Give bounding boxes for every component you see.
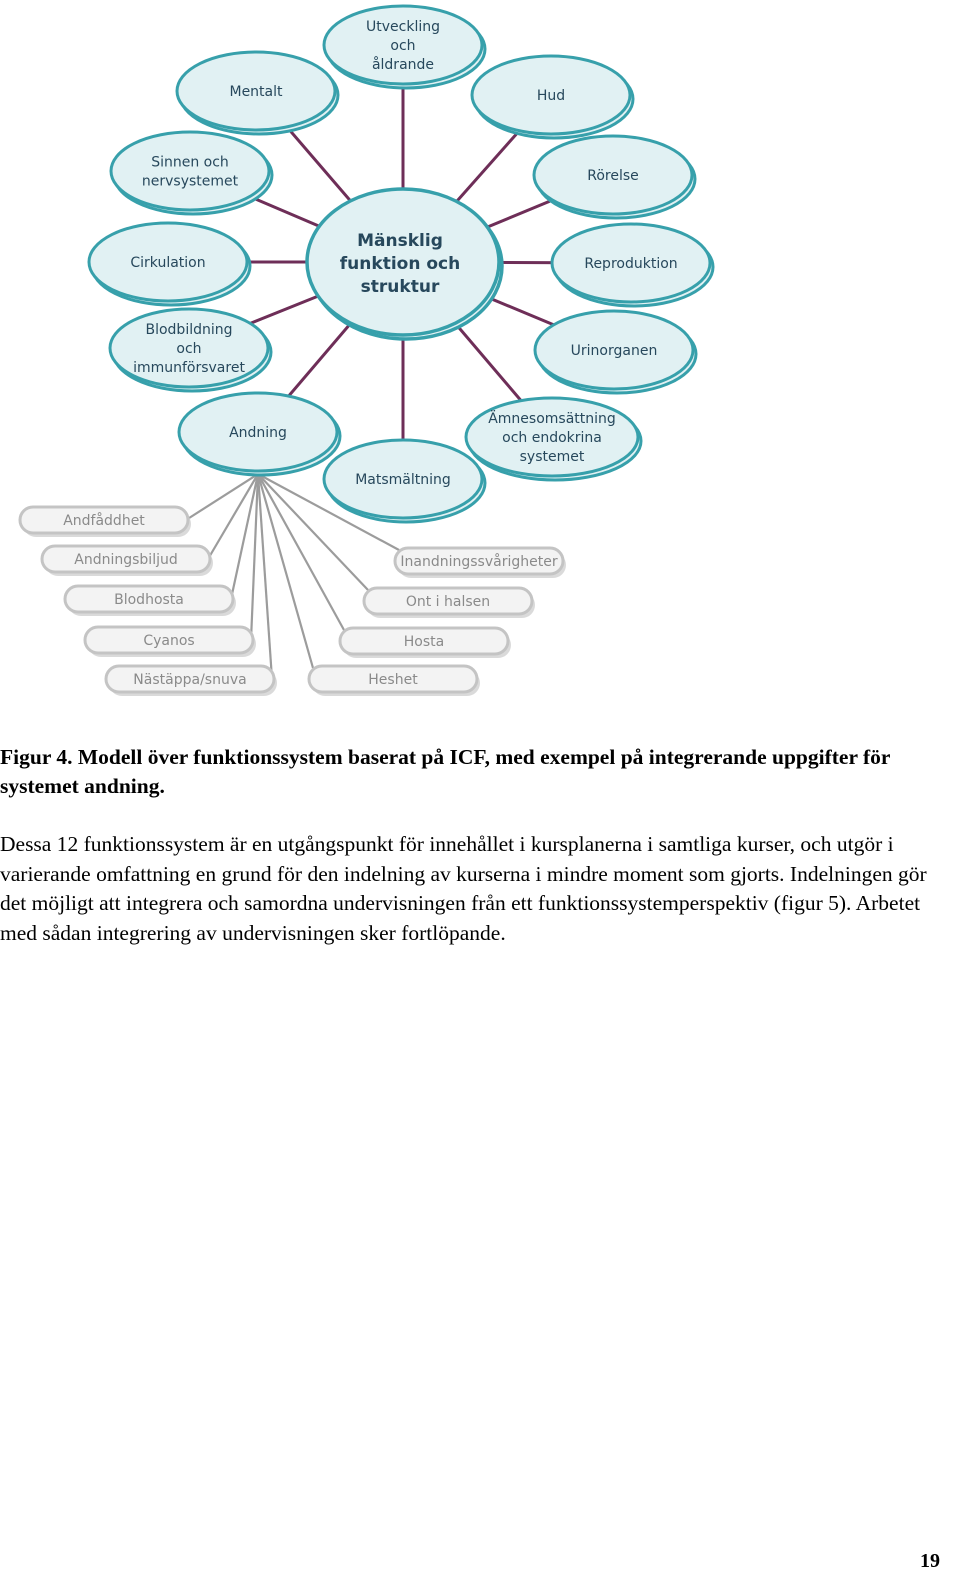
function-system-bubble <box>552 224 713 306</box>
function-system-label: Hud <box>536 88 566 104</box>
andning-task-pill <box>20 507 191 537</box>
function-system-bubble <box>111 132 272 214</box>
function-system-bubble <box>534 136 695 218</box>
page-number: 19 <box>920 1550 940 1572</box>
function-system-label: nervsystemet <box>141 173 239 190</box>
andning-task-label: Inandningssvårigheter <box>400 554 558 570</box>
function-system-label: Matsmältning <box>355 472 451 488</box>
function-system-bubble <box>472 56 633 138</box>
function-system-bubble <box>179 393 340 475</box>
andning-task-label: Nästäppa/snuva <box>133 672 247 688</box>
function-system-label: Ämnesomsättning <box>488 411 616 427</box>
hub-label: Mänsklig <box>357 231 443 251</box>
function-system-bubble <box>324 440 485 522</box>
function-system-bubble <box>89 223 250 305</box>
hub-label: funktion och <box>339 254 461 274</box>
function-system-label: och <box>176 341 202 357</box>
function-system-label: Cirkulation <box>130 255 206 271</box>
figure-caption: Figur 4. Modell över funktionssystem baserat på ICF, med exempel på integrerande uppgifter för systemet andning. <box>0 745 891 798</box>
function-system-label: Mentalt <box>229 84 283 100</box>
andning-task-label: Blodhosta <box>114 592 184 608</box>
function-system-bubble <box>535 311 696 393</box>
function-system-label: immunförsvaret <box>133 360 245 376</box>
andning-task-pill <box>340 628 511 658</box>
function-system-label: systemet <box>519 449 585 465</box>
andning-task-pill <box>42 546 213 576</box>
function-system-label: Sinnen och <box>151 154 229 171</box>
task-connector-line <box>258 474 272 679</box>
task-connector-line <box>208 474 258 559</box>
function-system-bubble <box>466 398 641 480</box>
function-system-label: Utveckling <box>366 19 440 35</box>
function-system-label: Reproduktion <box>584 256 678 272</box>
bubble-ellipse <box>111 132 269 210</box>
function-system-label: Blodbildning <box>145 322 233 338</box>
hub-label: struktur <box>360 277 440 297</box>
andning-task-pill <box>364 588 535 618</box>
function-system-label: åldrande <box>371 57 435 73</box>
function-system-label: Rörelse <box>587 168 639 184</box>
andning-task-label: Heshet <box>368 672 418 688</box>
center-hub-bubble <box>307 189 502 339</box>
andning-task-label: Ont i halsen <box>405 594 491 610</box>
andning-task-label: Cyanos <box>143 633 195 649</box>
andning-task-label: Andfåddhet <box>63 513 145 529</box>
icf-function-systems-diagram <box>0 0 960 720</box>
task-connector-line <box>186 474 258 520</box>
body-paragraph: Dessa 12 funktionssystem är en utgångspunkt för innehållet i kursplanerna i samtliga kurser, och utgör i varierande omfattning en grund för den indelning av kurserna i mindre moment som gjorts. Indelningen gör det möjligt att integrera och samordna undervisningen från ett funktionssystemperspektiv (figur 5). Arbetet med sådan integrering av undervisningen sker fortlöpande. <box>0 832 927 945</box>
andning-task-pill <box>309 666 480 696</box>
function-system-bubble <box>177 52 338 134</box>
function-system-label: Andning <box>229 425 287 441</box>
andning-task-label: Hosta <box>403 634 445 650</box>
andning-task-pill <box>395 548 566 578</box>
function-system-label: och endokrina <box>502 430 602 446</box>
andning-task-pill <box>106 666 277 696</box>
andning-task-pill <box>65 586 236 616</box>
andning-task-pill <box>85 627 256 657</box>
function-system-label: och <box>390 38 416 54</box>
function-system-bubble <box>110 309 271 391</box>
function-system-label: Urinorganen <box>570 343 658 359</box>
andning-task-label: Andningsbiljud <box>74 552 178 568</box>
function-system-bubble <box>324 6 485 88</box>
